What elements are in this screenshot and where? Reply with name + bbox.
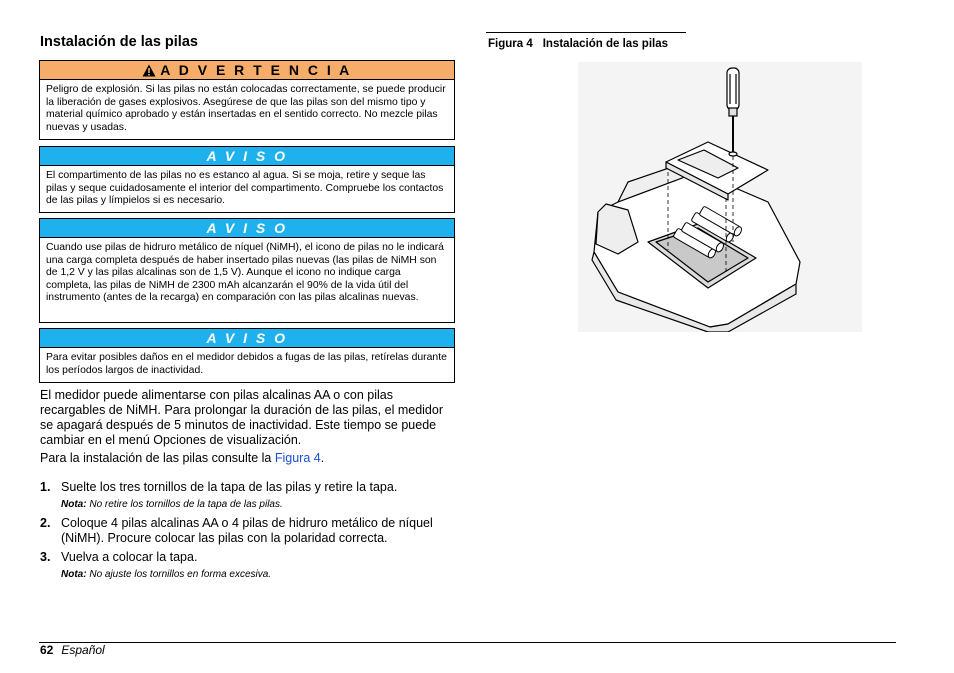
battery-installation-illustration [578, 62, 862, 332]
warning-text: Peligro de explosión. Si las pilas no están colocadas correctamente, se puede producir la liberación de gases explosivos. Asegúrese de que las pilas son del mismo tipo y material químico aprobado y están insertadas en el sentido correcto. No mezcle pilas nuevas y usadas. [46, 84, 446, 133]
step-text: Coloque 4 pilas alcalinas AA o 4 pilas de hidruro metálico de níquel (NiMH). Procure colocar las pilas con la polaridad correcta. [61, 516, 433, 545]
notice-text: Para evitar posibles daños en el medidor debidos a fugas de las pilas, retírelas durante los períodos largos de inactividad. [46, 352, 447, 376]
step-number: 1. [40, 480, 51, 494]
warning-heading: A D V E R T E N C I A [160, 62, 352, 78]
reference-text: Para la instalación de las pilas consulte la [40, 451, 275, 465]
step-number: 2. [40, 516, 51, 530]
step-item [40, 550, 460, 565]
figure-reference [40, 451, 458, 466]
notice-heading: A V I S O [40, 219, 454, 238]
figure-link[interactable]: Figura 4 [274, 451, 321, 465]
note-label: Nota: [61, 569, 87, 580]
notice-heading: A V I S O [40, 147, 454, 166]
intro-paragraph: El medidor puede alimentarse con pilas alcalinas AA o con pilas recargables de NiMH. Para prolongar la duración de las pilas, el medidor se apagará después de 5 minutos de inactividad. Este tiempo se puede cambiar en el menú Opciones de visualización. [40, 388, 443, 447]
notice-box [39, 146, 455, 213]
section-title: Instalación de las pilas [40, 34, 198, 50]
notice-box [39, 218, 455, 323]
figure-rule [486, 32, 686, 33]
footer-language: Español [61, 643, 105, 657]
reference-end: . [320, 451, 325, 465]
step-item [40, 480, 460, 495]
warning-box [39, 60, 455, 140]
notice-text: Cuando use pilas de hidruro metálico de níquel (NiMH), el icono de pilas no le indicará una carga completa después de haber insertado pilas nuevas (las pilas de NiMH son de 1,2 V y las pilas alcalinas son de 1,5 V). Aunque el icono no indique carga completa, las pilas de NiMH de 2300 mAh alcanzarán el 90% de la vida útil del instrumento (antes de la recarga) en comparación con las pilas alcalinas nuevas. [46, 242, 444, 304]
figure-label: Figura 4 [488, 38, 533, 50]
step-text: Vuelva a colocar la tapa. [61, 550, 198, 564]
step-note [61, 499, 283, 510]
step-number: 3. [40, 550, 51, 564]
warning-icon [142, 64, 156, 77]
page-footer [40, 643, 105, 657]
note-label: Nota: [61, 499, 87, 510]
step-text: Suelte los tres tornillos de la tapa de las pilas y retire la tapa. [61, 480, 398, 494]
notice-box [39, 328, 455, 383]
warning-header [40, 61, 454, 80]
step-note [61, 569, 271, 580]
notice-heading: A V I S O [40, 329, 454, 348]
figure-title: Instalación de las pilas [542, 38, 669, 50]
note-text: No ajuste los tornillos en forma excesiva. [86, 569, 272, 580]
note-text: No retire los tornillos de la tapa de las pilas. [86, 499, 283, 510]
step-item [40, 516, 460, 546]
page-number: 62 [40, 643, 54, 657]
figure-caption [488, 38, 668, 50]
footer-rule [39, 642, 896, 643]
notice-text: El compartimento de las pilas no es estanco al agua. Si se moja, retire y seque las pilas y seque cuidadosamente el interior del compartimento. Compruebe los contactos de las pilas y límpielos si es necesario. [46, 170, 444, 207]
